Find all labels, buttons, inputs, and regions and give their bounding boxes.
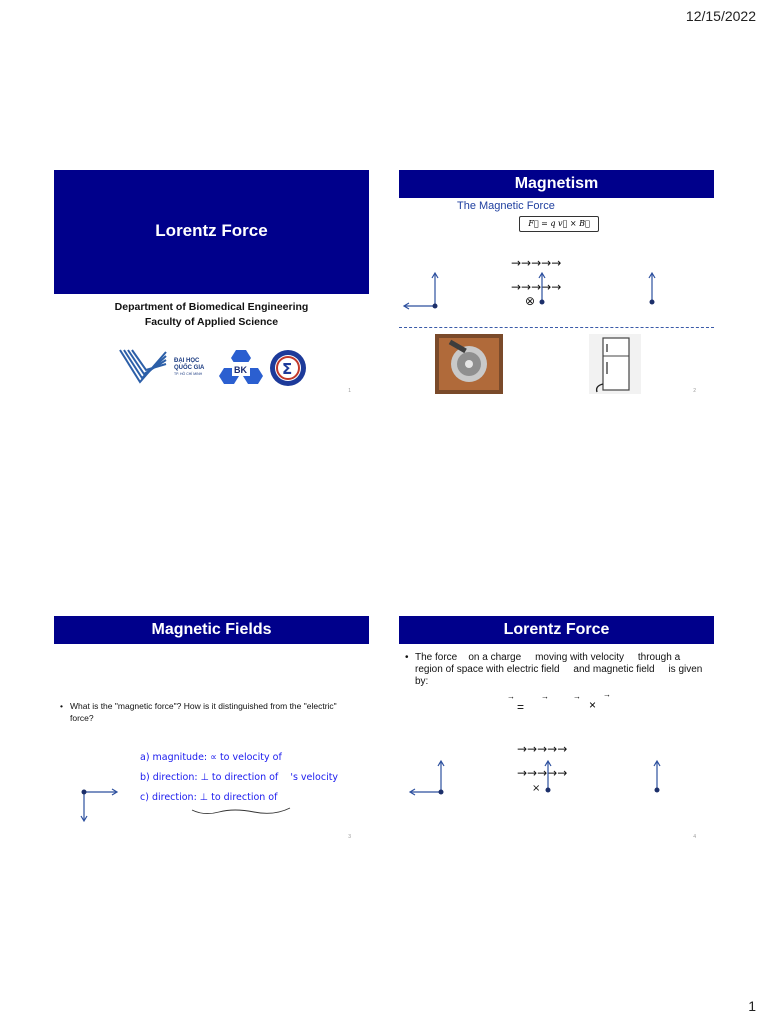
bk-logo-icon <box>219 350 263 384</box>
slide-3 <box>54 616 369 842</box>
department-name: Department of Biomedical Engineering <box>114 301 309 313</box>
dashed-divider <box>399 327 714 328</box>
logo-text-2: QUỐC GIA <box>174 365 205 371</box>
slide-2 <box>399 170 714 396</box>
bullet-item <box>60 700 360 724</box>
bullet-text: What is the "magnetic force"? How is it distinguished from the "electric" force? <box>70 701 337 723</box>
magnitude-note: a) magnitude: ∝ to velocity of <box>140 752 282 763</box>
logo-text-1: ĐẠI HỌC <box>174 358 200 364</box>
slide-number: 3 <box>348 834 351 840</box>
slide-number: 1 <box>348 388 351 394</box>
slide-1 <box>54 170 369 396</box>
slide-title: Magnetism <box>399 170 714 198</box>
axis-sketch <box>54 776 369 826</box>
velocity-arrow-right <box>649 273 655 302</box>
field-arrows-row-2: →→→→→ <box>511 280 562 294</box>
logos <box>118 348 308 390</box>
cross-product-sign: × <box>589 698 597 712</box>
field-arrows-row-1: →→→→→ <box>511 256 562 270</box>
slide-4 <box>399 616 714 842</box>
faculty-seal-icon <box>270 350 306 386</box>
bk-label: BK <box>234 365 247 375</box>
slide-title: Magnetic Fields <box>54 616 369 644</box>
bullet-dot: • <box>405 652 409 663</box>
bullet-dot: • <box>60 701 63 711</box>
lorentz-equation: → = → → × → <box>507 690 611 714</box>
faculty-name: Faculty of Applied Science <box>144 316 279 328</box>
field-arrows-row-2: →→→→→ <box>517 766 568 780</box>
field-arrows-row-1: →→→→→ <box>517 742 568 756</box>
print-date: 12/15/2022 <box>685 8 756 24</box>
hard-drive-image <box>435 334 503 394</box>
page-number: 1 <box>748 998 756 1014</box>
department-block <box>54 300 369 330</box>
velocity-arrow-center <box>539 273 545 302</box>
svg-text:Σ: Σ <box>282 360 293 378</box>
into-page-symbol: × <box>532 783 541 794</box>
velocity-diagram-left <box>404 273 438 309</box>
bullet-text: The force on a charge moving with velocity through a region of space with electric field and magnetic field is given by: <box>415 652 706 687</box>
slide-number: 4 <box>693 834 696 840</box>
refrigerator-image <box>589 334 641 394</box>
equals-sign: = <box>517 700 525 714</box>
bullet-item <box>405 652 705 688</box>
slide-title: Lorentz Force <box>54 170 369 294</box>
direction-field-note: c) direction: ⊥ to direction of <box>140 792 278 803</box>
into-page-symbol: ⊗ <box>525 294 536 308</box>
logo-text-3: TP. HỒ CHÍ MINH <box>174 372 203 376</box>
charge-velocity-diagram <box>399 266 714 316</box>
vnu-logo-icon <box>118 348 308 390</box>
slide-number: 2 <box>693 388 696 394</box>
direction-velocity-note: b) direction: ⊥ to direction of 's velocity <box>140 772 339 783</box>
slide-title: Lorentz Force <box>399 616 714 644</box>
formula-box: F⃗ = q v⃗ × B⃗ <box>519 216 599 232</box>
slide-subtitle: The Magnetic Force <box>457 200 555 212</box>
charge-velocity-diagram <box>399 756 714 806</box>
